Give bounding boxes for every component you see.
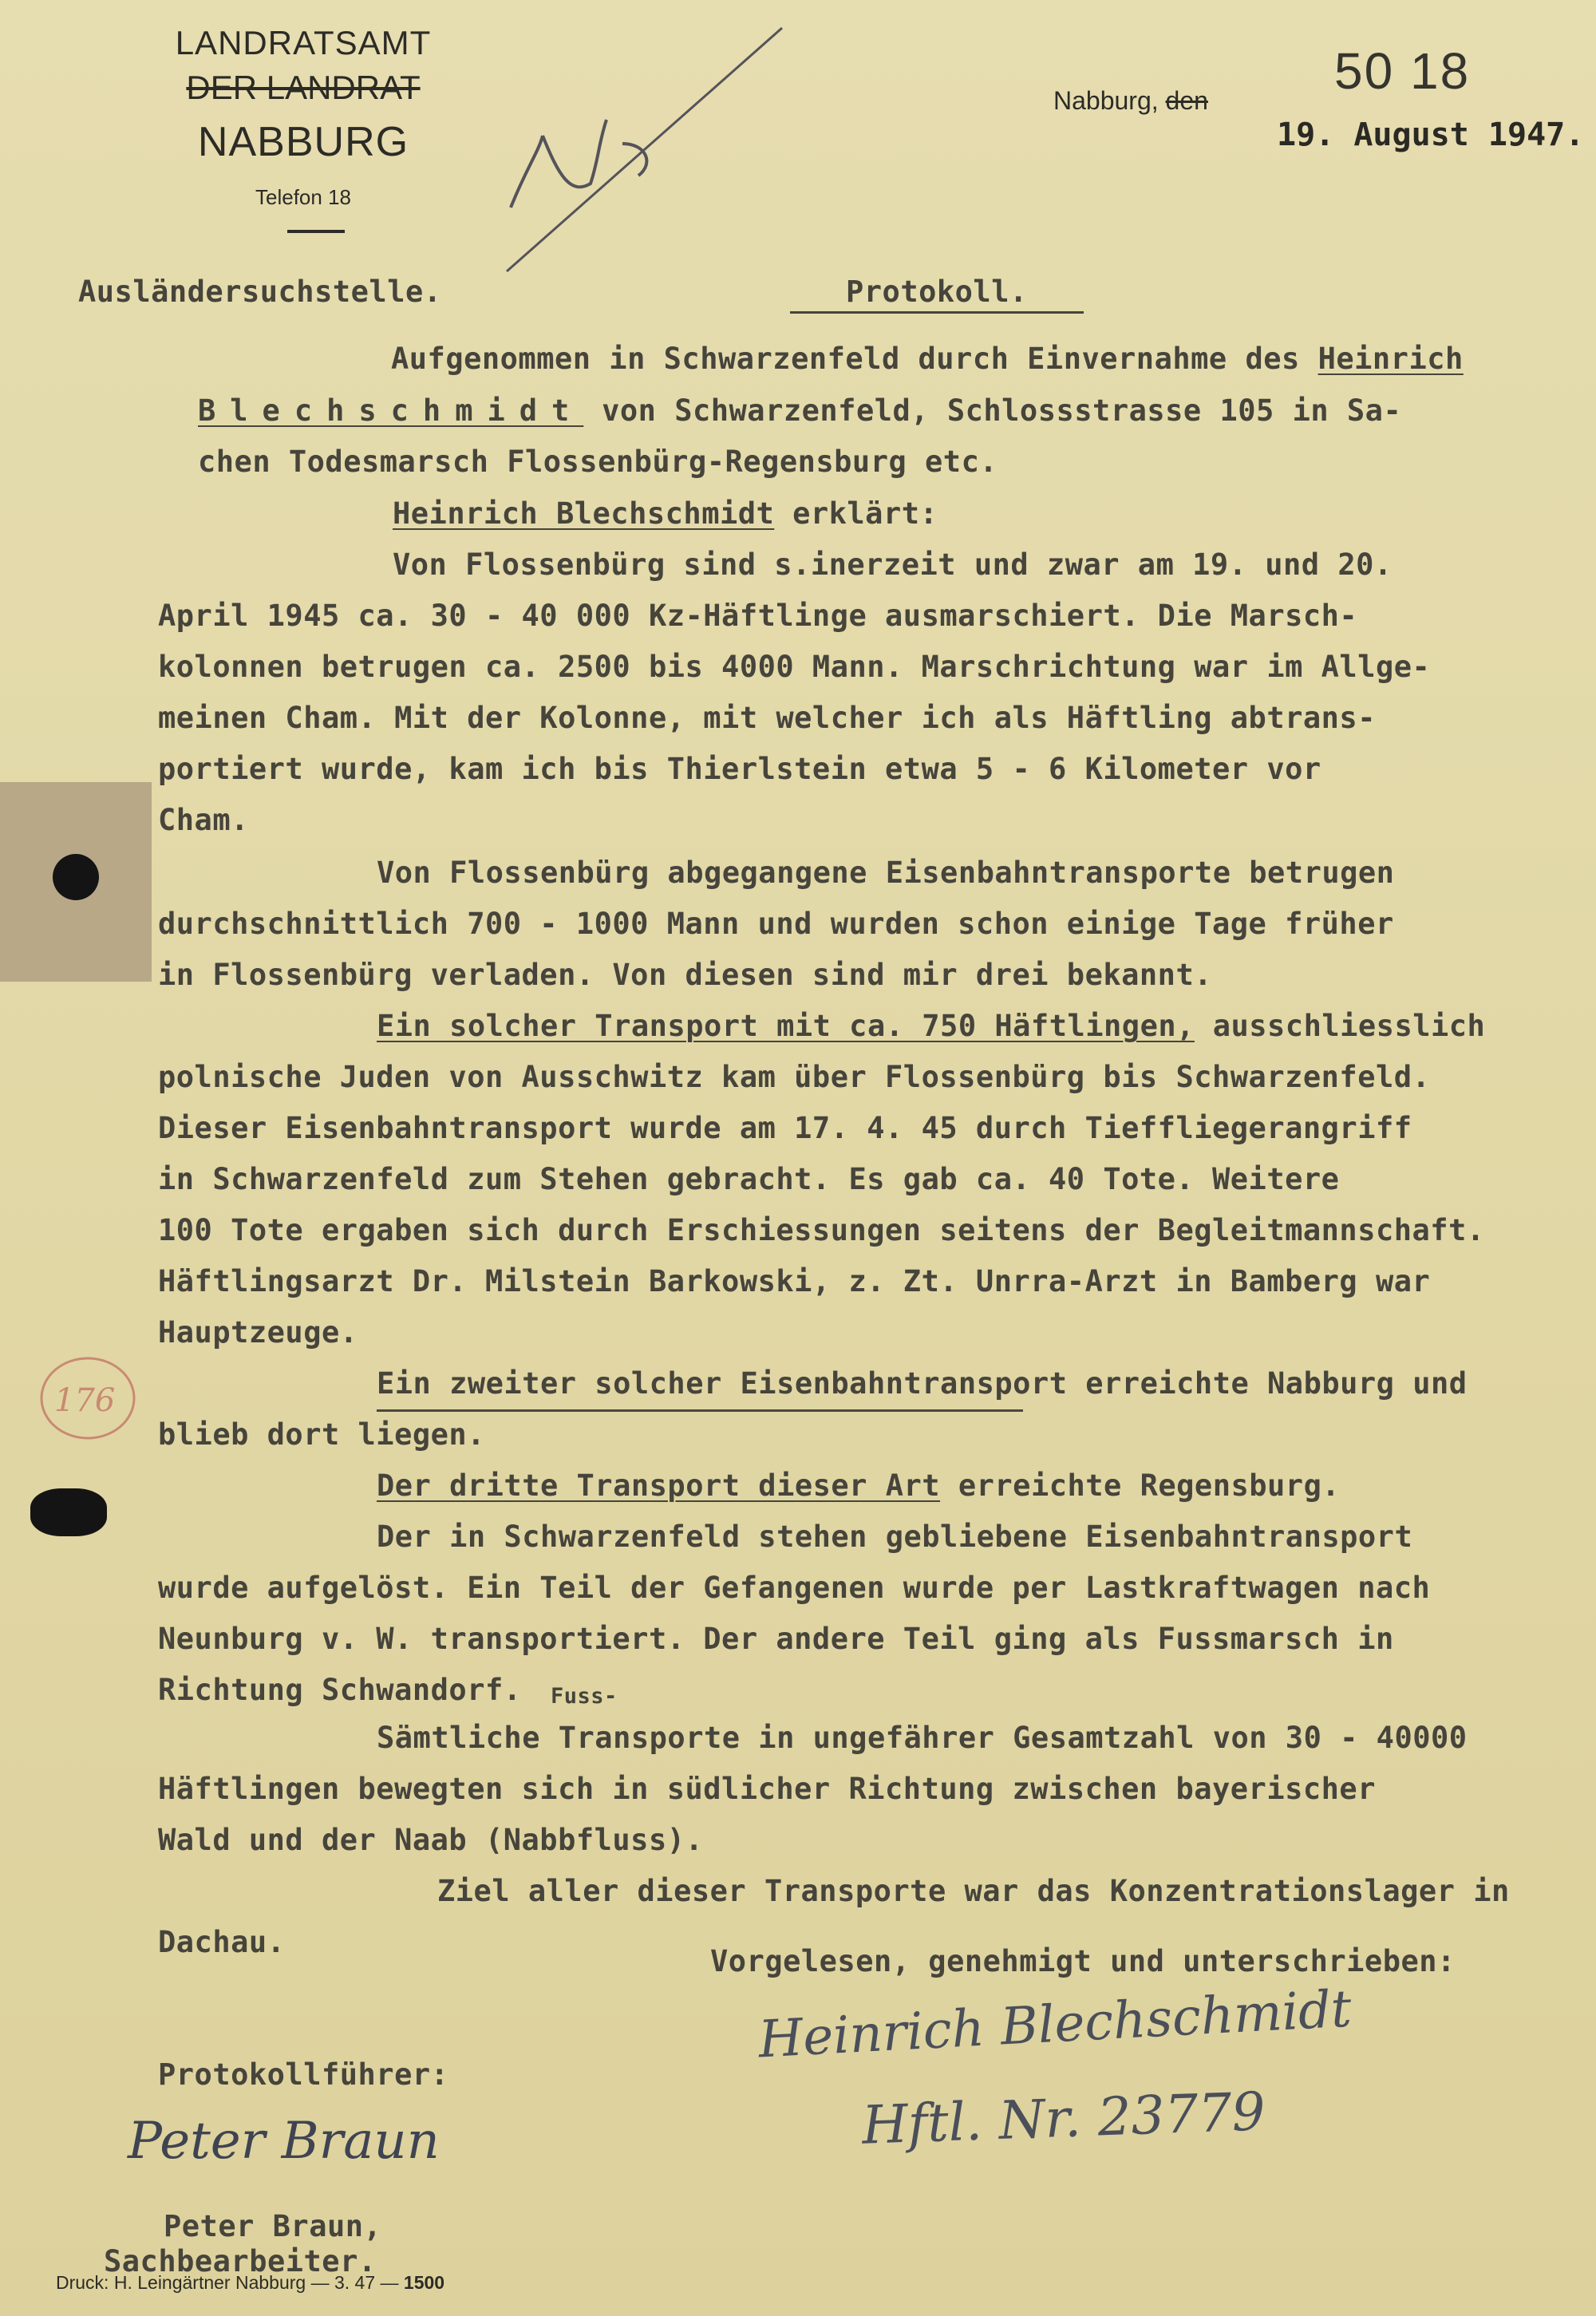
body-line: durchschnittlich 700 - 1000 Mann und wurden schon einige Tage früher — [158, 907, 1394, 941]
wavy-underline — [377, 1409, 1023, 1412]
body-line: Wald und der Naab (Nabbfluss). — [158, 1823, 704, 1857]
letterhead-struck-title: DER LANDRAT — [186, 69, 421, 106]
body-line: blieb dort liegen. — [158, 1417, 485, 1452]
body-line: meinen Cham. Mit der Kolonne, mit welcher ich als Häftling abtrans- — [158, 701, 1376, 735]
document-date: 19. August 1947. — [1277, 117, 1585, 153]
body-line: Der dritte Transport dieser Art erreichte Regensburg. — [377, 1468, 1341, 1503]
place-struck-den: den — [1165, 86, 1208, 115]
body-line: Neunburg v. W. transportiert. Der andere Teil ging als Fussmarsch in — [158, 1622, 1394, 1656]
inserted-word: Fuss- — [551, 1684, 618, 1709]
body-line: polnische Juden von Ausschwitz kam über Flossenbürg bis Schwarzenfeld. — [158, 1060, 1431, 1094]
place-line — [1053, 86, 1208, 116]
body-line: Richtung Schwandorf. — [158, 1673, 522, 1707]
body-line: Cham. — [158, 803, 249, 837]
body-line: in Flossenbürg verladen. Von diesen sind mir drei bekannt. — [158, 958, 1213, 992]
body-line: Von Flossenbürg sind s.inerzeit und zwar am 19. und 20. — [393, 547, 1393, 582]
document-title: Protokoll. — [846, 275, 1028, 309]
body-line: Hauptzeuge. — [158, 1315, 358, 1350]
body-line: kolonnen betrugen ca. 2500 bis 4000 Mann. Marschrichtung war im Allge- — [158, 650, 1431, 684]
body-line: Heinrich Blechschmidt erklärt: — [393, 496, 938, 531]
recorder-name: Peter Braun, — [164, 2209, 382, 2243]
punch-hole — [30, 1488, 107, 1536]
letterhead-rule — [287, 230, 345, 233]
declarant-prisoner-number: Hftl. Nr. 23779 — [860, 2081, 1266, 2156]
body-line: Von Flossenbürg abgegangene Eisenbahntransporte betrugen — [377, 856, 1395, 890]
body-line: Blechschmidt von Schwarzenfeld, Schlossstrasse 105 in Sa- — [198, 393, 1402, 428]
recorder-label: Protokollführer: — [158, 2057, 449, 2092]
body-line: Ziel aller dieser Transporte war das Konzentrationslager in — [437, 1874, 1510, 1908]
name-heinrich-blechschmidt: Heinrich Blechschmidt — [393, 496, 775, 531]
body-line: portiert wurde, kam ich bis Thierlstein etwa 5 - 6 Kilometer vor — [158, 752, 1321, 786]
body-line: Der in Schwarzenfeld stehen gebliebene Eisenbahntransport — [377, 1520, 1413, 1554]
letterhead-office: LANDRATSAMT — [175, 24, 432, 61]
body-line: Dachau. — [158, 1925, 286, 1959]
place-name: Nabburg, — [1053, 86, 1166, 115]
body-line: wurde aufgelöst. Ein Teil der Gefangenen wurde per Lastkraftwagen nach — [158, 1571, 1431, 1605]
underlined-phrase: Ein solcher Transport mit ca. 750 Häftlingen, — [377, 1009, 1195, 1043]
pencil-mark-text: N — [575, 219, 583, 235]
reference-number: 50 18 — [1334, 42, 1471, 100]
body-line: Ein zweiter solcher Eisenbahntransport erreichte Nabburg und — [377, 1366, 1468, 1401]
punch-hole — [53, 854, 99, 900]
body-line: Dieser Eisenbahntransport wurde am 17. 4. 45 durch Tieffliegerangriff — [158, 1111, 1412, 1145]
closing-formula: Vorgelesen, genehmigt und unterschrieben: — [710, 1944, 1456, 1978]
pencil-mark-n — [495, 24, 798, 287]
underlined-phrase: Der dritte Transport dieser Art — [377, 1468, 941, 1503]
body-line: Ein solcher Transport mit ca. 750 Häftlingen, ausschliesslich — [377, 1009, 1486, 1043]
margin-circled-number — [32, 1333, 144, 1452]
printer-footer: Druck: H. Leingärtner Nabburg — 3. 47 — 1500 — [56, 2272, 445, 2293]
body-line: in Schwarzenfeld zum Stehen gebracht. Es gab ca. 40 Tote. Weitere — [158, 1162, 1340, 1196]
body-line: April 1945 ca. 30 - 40 000 Kz-Häftlinge ausmarschiert. Die Marsch- — [158, 599, 1358, 633]
body-line: Häftlingen bewegten sich in südlicher Richtung zwischen bayerischer — [158, 1772, 1376, 1806]
title-underline — [790, 311, 1084, 314]
letterhead-town: NABBURG — [197, 119, 409, 165]
signature-recorder: Peter Braun — [128, 2112, 440, 2171]
letterhead-phone: Telefon 18 — [255, 185, 351, 209]
body-line: chen Todesmarsch Flossenbürg-Regensburg etc. — [198, 445, 998, 479]
recorder-role: Sachbearbeiter. — [104, 2244, 377, 2278]
body-line: Aufgenommen in Schwarzenfeld durch Einvernahme des Heinrich — [391, 342, 1464, 376]
body-line: 100 Tote ergaben sich durch Erschiessungen seitens der Begleitmannschaft. — [158, 1213, 1485, 1247]
signature-declarant: Heinrich Blechschmidt — [757, 1979, 1353, 2070]
sender-unit: Ausländersuchstelle. — [78, 275, 442, 309]
body-line: Sämtliche Transporte in ungefährer Gesamtzahl von 30 - 40000 — [377, 1721, 1468, 1755]
body-line: Häftlingsarzt Dr. Milstein Barkowski, z. Zt. Unrra-Arzt in Bamberg war — [158, 1264, 1431, 1298]
name-blechschmidt-spaced: Blechschmidt — [198, 393, 584, 428]
name-heinrich: Heinrich — [1317, 342, 1464, 376]
margin-number-text: 176 — [54, 1382, 116, 1419]
